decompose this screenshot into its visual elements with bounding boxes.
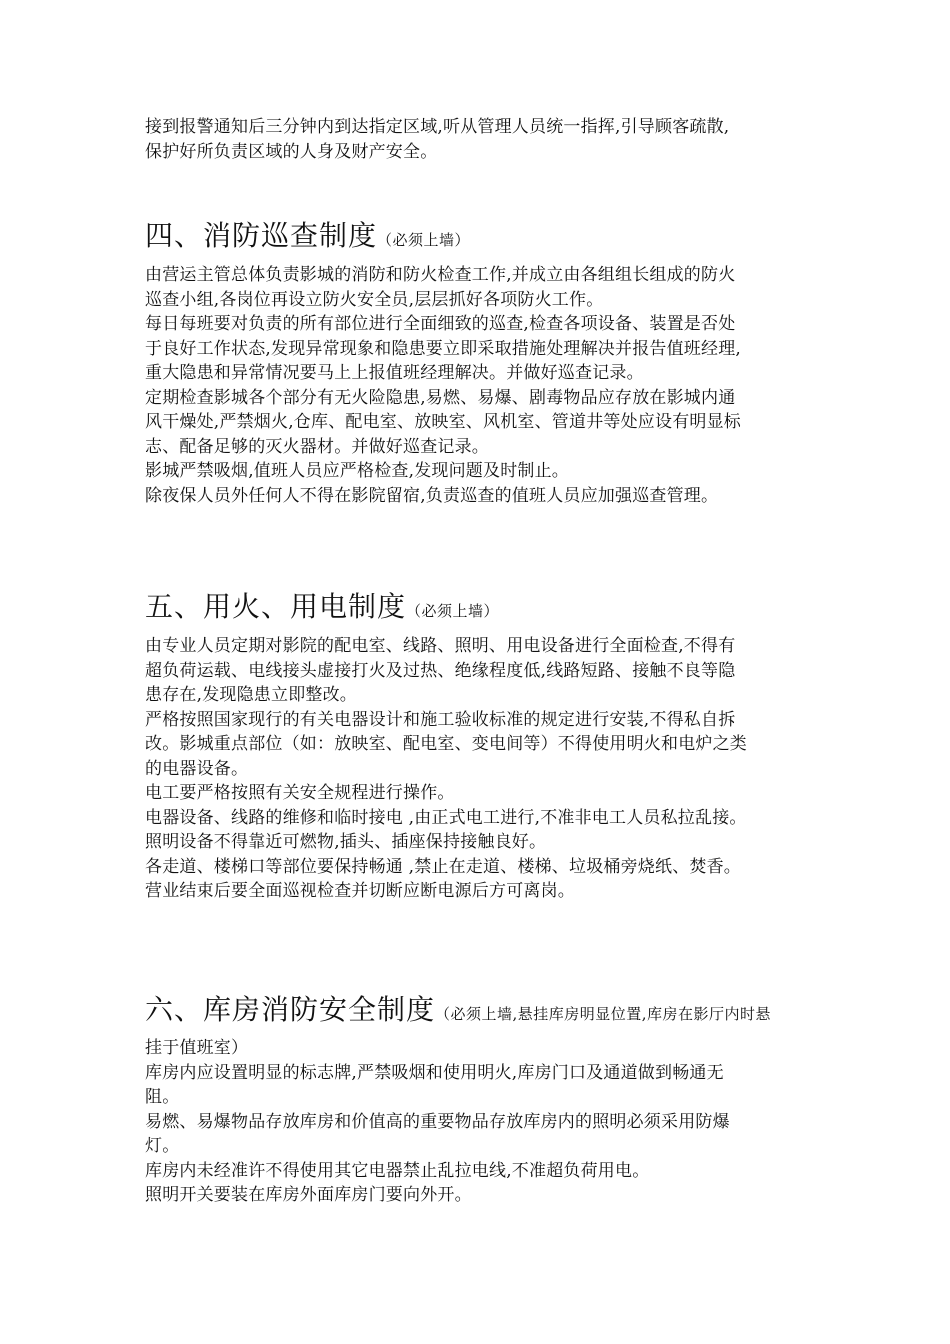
text-line: 风干燥处,严禁烟火,仓库、配电室、放映室、风机室、管道井等处应设有明显标 (145, 412, 742, 432)
text-line: 灯。 (145, 1136, 180, 1156)
text-line: 挂于值班室） (145, 1038, 249, 1058)
text-line: 的电器设备。 (145, 758, 249, 779)
section-5-title: 五、用火、用电制度 (145, 590, 407, 623)
intro-paragraph (145, 115, 810, 164)
text-line: 重大隐患和异常情况要马上上报值班经理解决。并做好巡查记录。 (145, 363, 644, 383)
text-line: 库房内应设置明显的标志牌,严禁吸烟和使用明火,库房门口及通道做到畅通无 (145, 1062, 724, 1083)
text-line: 超负荷运载、电线接头虚接打火及过热、绝缘程度低,线路短路、接触不良等隐 (145, 660, 736, 681)
section-5-body (145, 634, 810, 904)
text-line: 电工要严格按照有关安全规程进行操作。 (145, 783, 455, 803)
section-4-heading (145, 214, 825, 254)
text-line: 定期检查影城各个部分有无火险隐患,易燃、易爆、剧毒物品应存放在影城内通 (145, 387, 736, 408)
section-5-note: （必须上墙） (406, 602, 500, 620)
text-line: 患存在,发现隐患立即整改。 (145, 685, 358, 705)
text-line: 由专业人员定期对影院的配电室、线路、照明、用电设备进行全面检查,不得有 (145, 636, 736, 656)
text-line: 易燃、易爆物品存放库房和价值高的重要物品存放库房内的照明必须采用防爆 (145, 1111, 730, 1132)
section-5-heading (145, 585, 825, 625)
text-line: 营业结束后要全面巡视检查并切断应断电源后方可离岗。 (145, 881, 575, 901)
section-4-title: 四、消防巡查制度 (145, 219, 378, 252)
text-line: 由营运主管总体负责影城的消防和防火检查工作,并成立由各组组长组成的防火 (145, 265, 736, 285)
text-line: 库房内未经准许不得使用其它电器禁止乱拉电线,不准超负荷用电。 (145, 1160, 650, 1181)
section-6-body (145, 1036, 810, 1208)
text-line: 保护好所负责区域的人身及财产安全。 (145, 141, 438, 162)
text-line: 改。影城重点部位（如：放映室、配电室、变电间等）不得使用明火和电炉之类 (145, 734, 747, 754)
section-6-title: 六、库房消防安全制度 (145, 993, 436, 1026)
text-line: 照明开关要装在库房外面库房门要向外开。 (145, 1185, 472, 1205)
text-line: 阻。 (145, 1087, 180, 1107)
text-line: 每日每班要对负责的所有部位进行全面细致的巡查,检查各项设备、装置是否处 (145, 314, 736, 334)
text-line: 严格按照国家现行的有关电器设计和施工验收标准的规定进行安装,不得私自拆 (145, 709, 736, 730)
section-6-heading (145, 988, 825, 1028)
section-6-note: （必须上墙,悬挂库房明显位置,库房在影厅内时悬 (435, 1005, 772, 1023)
text-line: 接到报警通知后三分钟内到达指定区域,听从管理人员统一指挥,引导顾客疏散, (145, 117, 730, 137)
text-line: 除夜保人员外任何人不得在影院留宿,负责巡查的值班人员应加强巡查管理。 (145, 485, 719, 506)
section-4-note: （必须上墙） (377, 231, 471, 249)
text-line: 各走道、楼梯口等部位要保持畅通 ,禁止在走道、楼梯、垃圾桶旁烧纸、焚香。 (145, 856, 742, 877)
text-line: 电器设备、线路的维修和临时接电 ,由正式电工进行,不准非电工人员私拉乱接。 (145, 807, 747, 828)
text-line: 志、配备足够的灭火器材。并做好巡查记录。 (145, 436, 489, 457)
text-line: 照明设备不得靠近可燃物,插头、插座保持接触良好。 (145, 832, 547, 852)
text-line: 影城严禁吸烟,值班人员应严格检查,发现问题及时制止。 (145, 461, 570, 481)
text-line: 于良好工作状态,发现异常现象和隐患要立即采取措施处理解决并报告值班经理, (145, 338, 742, 359)
text-line: 巡查小组,各岗位再设立防火安全员,层层抓好各项防火工作。 (145, 289, 604, 310)
section-4-body (145, 263, 810, 508)
